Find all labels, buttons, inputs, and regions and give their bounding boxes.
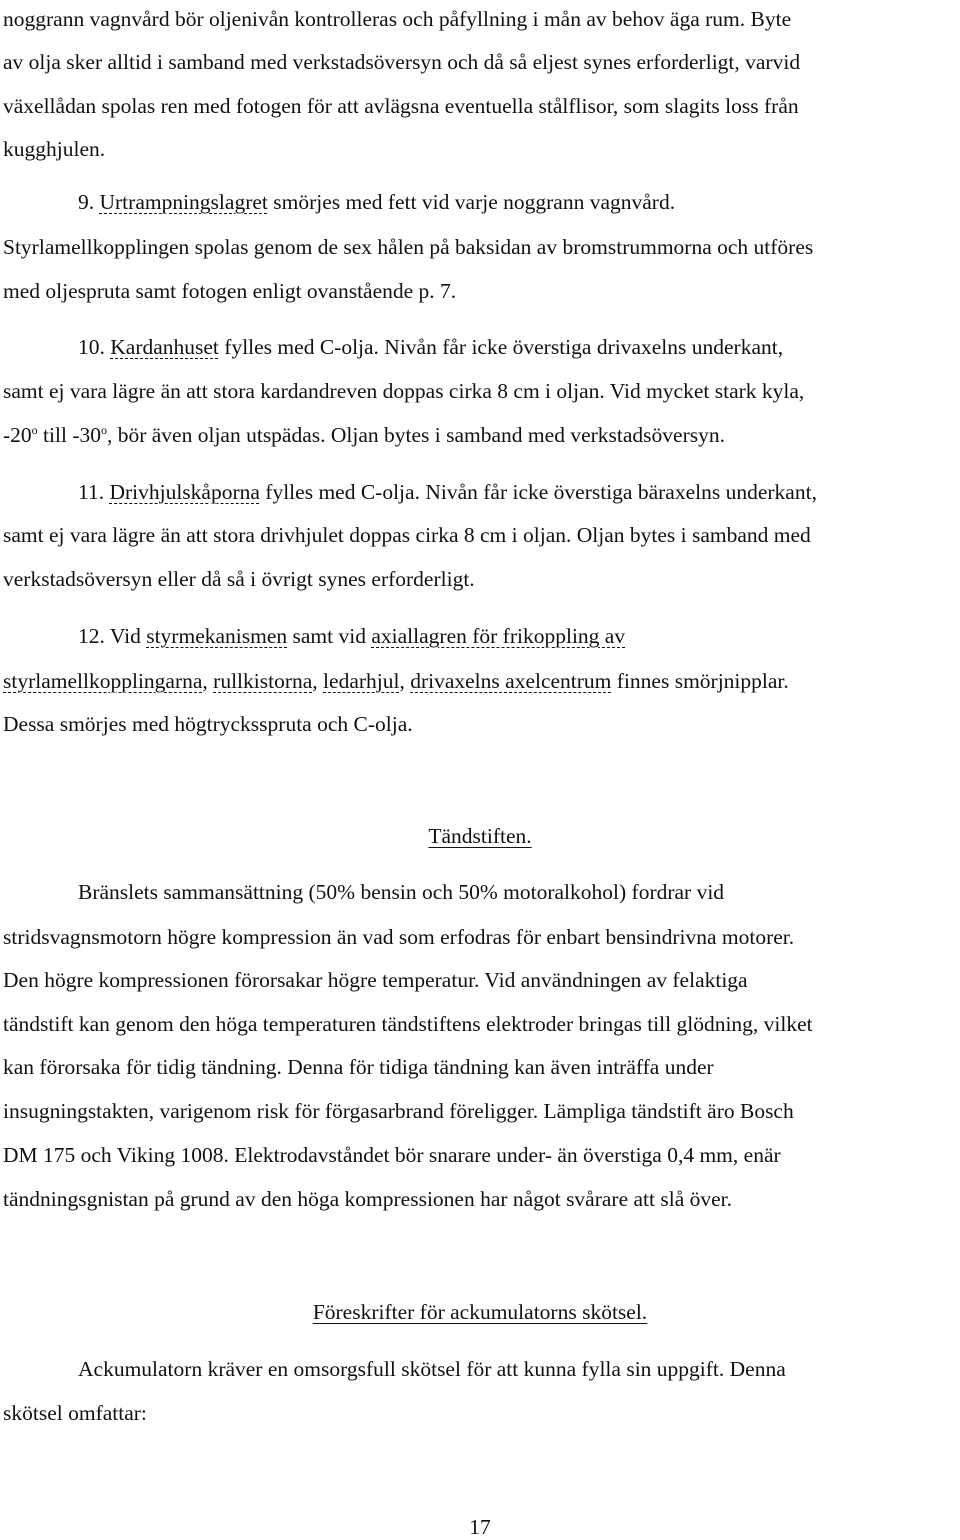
item-term: styrmekanismen <box>146 624 288 648</box>
paragraph-line: av olja sker alltid i samband med verkstadsöversyn och då så eljest synes erforderligt, varvid <box>3 50 801 74</box>
paragraph-line: Bränslets sammansättning (50% bensin och 50% motoralkohol) fordrar vid <box>78 880 725 904</box>
paragraph-line: insugningstakten, varigenom risk för förgasarbrand föreligger. Lämpliga tändstift äro Bosch <box>3 1099 794 1123</box>
item-term: Urtrampningslagret <box>99 190 268 214</box>
item-term: rullkistorna <box>213 669 313 693</box>
paragraph-line <box>3 422 725 448</box>
paragraph-line: samt ej vara lägre än att stora drivhjulet doppas cirka 8 cm i oljan. Oljan bytes i samband med <box>3 523 811 547</box>
degree-mark: o <box>100 423 107 437</box>
item-text: fylles med C-olja. Nivån får icke överstiga bäraxelns underkant, <box>259 480 817 504</box>
paragraph-line: Dessa smörjes med högtrycksspruta och C-olja. <box>3 712 413 736</box>
paragraph-line: verkstadsöversyn eller då så i övrigt synes erforderligt. <box>3 567 475 591</box>
text-segment: Vid <box>109 624 147 648</box>
item-9-line <box>78 189 675 215</box>
section-heading: Tändstiften. <box>428 824 532 848</box>
item-term: axiallagren för frikoppling av <box>371 624 626 648</box>
paragraph-line: samt ej vara lägre än att stora kardandreven doppas cirka 8 cm i oljan. Vid mycket stark kyla, <box>3 379 805 403</box>
paragraph-line: Ackumulatorn kräver en omsorgsfull skötsel för att kunna fylla sin uppgift. Denna <box>78 1357 786 1381</box>
item-number: 9. <box>78 190 95 214</box>
paragraph-line: tändstift kan genom den höga temperaturen tändstiftens elektroder bringas till glödning, vilket <box>3 1012 813 1036</box>
text-segment: , <box>312 669 324 693</box>
paragraph-line: Den högre kompressionen förorsakar högre temperatur. Vid användningen av felaktiga <box>3 968 748 992</box>
page-number: 17 <box>469 1515 491 1539</box>
item-term: ledarhjul <box>323 669 400 693</box>
item-number: 11. <box>78 480 105 504</box>
paragraph-line: kugghjulen. <box>3 137 106 161</box>
item-text: fylles med C-olja. Nivån får icke överstiga drivaxelns underkant, <box>218 335 784 359</box>
section-heading: Föreskrifter för ackumulatorns skötsel. <box>312 1300 648 1324</box>
item-term: Kardanhuset <box>110 335 219 359</box>
item-term: styrlamellkopplingarna <box>3 669 203 693</box>
text-segment: samt vid <box>287 624 372 648</box>
text-segment: , bör även oljan utspädas. Oljan bytes i samband med verkstadsöversyn. <box>106 423 725 447</box>
text-segment: , <box>399 669 411 693</box>
paragraph-line: stridsvagnsmotorn högre kompression än vad som erfodras för enbart bensindrivna motorer. <box>3 925 795 949</box>
degree-mark: o <box>31 423 38 437</box>
text-segment: finnes smörjnipplar. <box>611 669 789 693</box>
paragraph-line: DM 175 och Viking 1008. Elektrodavståndet bör snarare under- än överstiga 0,4 mm, enär <box>3 1143 781 1167</box>
item-term: drivaxelns axelcentrum <box>410 669 612 693</box>
paragraph-line <box>3 668 789 694</box>
paragraph-line: skötsel omfattar: <box>3 1401 147 1425</box>
item-number: 12. <box>78 624 105 648</box>
paragraph-line: Styrlamellkopplingen spolas genom de sex hålen på baksidan av bromstrummorna och utföres <box>3 235 814 259</box>
paragraph-line: tändningsgnistan på grund av den höga kompressionen har något svårare att slå över. <box>3 1187 733 1211</box>
item-12-line <box>78 623 625 649</box>
item-text: smörjes med fett vid varje noggrann vagnvård. <box>267 190 676 214</box>
text-segment: -20 <box>3 423 32 447</box>
paragraph-line: kan förorsaka för tidig tändning. Denna för tidiga tändning kan även inträffa under <box>3 1055 714 1079</box>
paragraph-line: noggrann vagnvård bör oljenivån kontrolleras och påfyllning i mån av behov äga rum. Byte <box>3 7 792 31</box>
item-11-line <box>78 479 817 505</box>
item-number: 10. <box>78 335 105 359</box>
text-segment: , <box>202 669 214 693</box>
text-segment: till -30 <box>37 423 101 447</box>
paragraph-line: växellådan spolas ren med fotogen för att avlägsna eventuella stålflisor, som slagits loss från <box>3 94 799 118</box>
item-10-line <box>78 334 783 360</box>
paragraph-line: med oljespruta samt fotogen enligt ovanstående p. 7. <box>3 279 457 303</box>
item-term: Drivhjulskåporna <box>109 480 260 504</box>
